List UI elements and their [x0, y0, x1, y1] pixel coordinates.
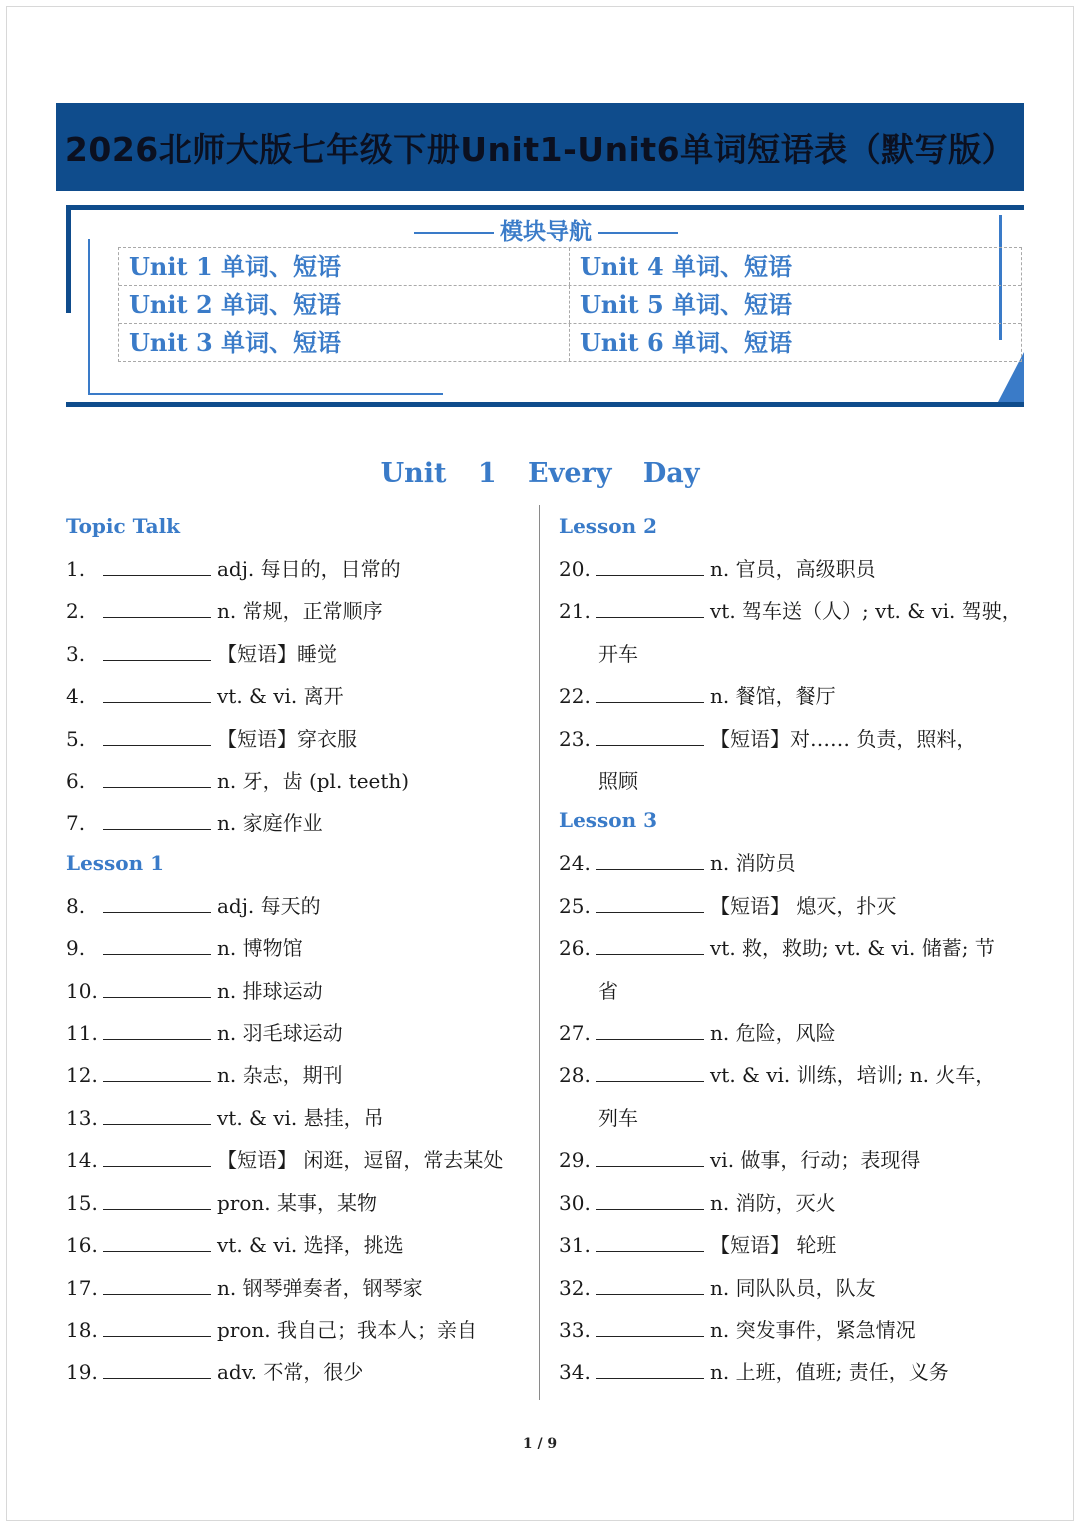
entry-number: 13.	[66, 1105, 98, 1130]
vocab-entry	[559, 675, 1029, 717]
vocab-entry	[66, 590, 536, 632]
nav-link-unit2[interactable]: Unit 2 单词、短语	[119, 286, 570, 323]
nav-left-line	[88, 239, 90, 395]
vocab-entry	[559, 1267, 1029, 1309]
section-heading-topic-talk: Topic Talk	[66, 514, 181, 538]
entry-definition: 【短语】对…… 负责，照料，	[710, 726, 977, 751]
answer-blank[interactable]	[103, 597, 211, 618]
vocab-entry	[66, 970, 536, 1012]
entry-definition: 【短语】穿衣服	[217, 726, 357, 751]
answer-blank[interactable]	[103, 1061, 211, 1082]
nav-top-border	[66, 205, 1024, 210]
entry-number: 29.	[559, 1148, 591, 1173]
nav-heading	[386, 213, 706, 246]
entry-number: 9.	[66, 936, 86, 961]
vocab-entry	[66, 675, 536, 717]
answer-blank[interactable]	[596, 892, 704, 913]
page-number: 1 / 9	[522, 1436, 558, 1452]
entry-number: 19.	[66, 1360, 98, 1385]
title-banner	[56, 103, 1024, 191]
section-heading-lesson3: Lesson 3	[559, 808, 658, 833]
vocab-entry	[66, 760, 536, 802]
entry-definition: n. 突发事件，紧急情况	[710, 1317, 916, 1342]
vocab-entry	[66, 1351, 536, 1393]
entry-definition: n. 家庭作业	[217, 811, 323, 836]
answer-blank[interactable]	[596, 1316, 704, 1337]
entry-definition: pron. 我自己；我本人；亲自	[217, 1317, 477, 1342]
entry-number: 23.	[559, 726, 591, 751]
module-navigation	[66, 205, 1024, 407]
entry-definition: n. 钢琴弹奏者，钢琴家	[217, 1275, 423, 1300]
entry-number: 27.	[559, 1021, 591, 1046]
nav-heading-line-right	[598, 232, 678, 234]
entry-number: 1.	[66, 557, 86, 581]
vocab-entry	[66, 1012, 536, 1054]
entry-number: 18.	[66, 1317, 98, 1342]
answer-blank[interactable]	[103, 809, 211, 830]
entry-number: 31.	[559, 1233, 591, 1258]
entry-definition: 【短语】 闲逛，逗留，常去某处	[217, 1148, 504, 1173]
nav-row	[119, 248, 1021, 286]
entry-continuation: 列车	[598, 1105, 638, 1130]
nav-heading-text: 模块导航	[500, 219, 592, 245]
answer-blank[interactable]	[596, 1146, 704, 1167]
entry-number: 33.	[559, 1317, 591, 1342]
entry-definition: n. 常规，正常顺序	[217, 599, 383, 624]
nav-link-unit6[interactable]: Unit 6 单词、短语	[580, 328, 792, 357]
answer-blank[interactable]	[103, 977, 211, 998]
entry-number: 3.	[66, 641, 86, 666]
vocab-entry	[66, 1139, 536, 1181]
vocab-entry	[66, 1224, 536, 1266]
nav-row	[119, 324, 1021, 361]
answer-blank[interactable]	[103, 767, 211, 788]
entry-definition: 【短语】睡觉	[217, 641, 337, 666]
vocab-entry	[559, 1309, 1029, 1351]
answer-blank[interactable]	[103, 555, 211, 576]
entry-definition: n. 牙，齿 (pl. teeth)	[217, 769, 410, 794]
entry-number: 21.	[559, 599, 591, 624]
entry-definition: n. 杂志，期刊	[217, 1063, 343, 1088]
vocab-entry	[66, 548, 536, 590]
entry-number: 14.	[66, 1148, 98, 1173]
vocab-entry	[559, 1139, 1029, 1181]
entry-definition: n. 排球运动	[217, 978, 323, 1003]
vocab-entry	[66, 927, 536, 969]
vocab-entry	[559, 1224, 1029, 1266]
section-heading-lesson1: Lesson 1	[66, 850, 165, 875]
entry-number: 34.	[559, 1360, 591, 1385]
answer-blank[interactable]	[103, 1019, 211, 1040]
vocab-entry	[559, 1182, 1029, 1224]
vocab-entry	[66, 718, 536, 760]
entry-definition: vt. 救，救助; vt. & vi. 储蓄; 节	[710, 936, 995, 961]
answer-blank[interactable]	[596, 597, 704, 618]
answer-blank[interactable]	[596, 555, 704, 576]
answer-blank[interactable]	[103, 682, 211, 703]
entry-definition: n. 餐馆，餐厅	[710, 684, 836, 709]
entry-number: 2.	[66, 599, 86, 624]
entry-definition: vt. & vi. 悬挂，吊	[217, 1105, 384, 1130]
entry-number: 25.	[559, 893, 591, 918]
page-title: 2026北师大版七年级下册Unit1-Unit6单词短语表（默写版）	[56, 124, 1024, 171]
entry-definition: n. 上班，值班; 责任，义务	[710, 1360, 949, 1385]
entry-number: 15.	[66, 1190, 98, 1215]
answer-blank[interactable]	[103, 1316, 211, 1337]
entry-continuation: 照顾	[598, 769, 638, 794]
entry-definition: n. 博物馆	[217, 936, 303, 961]
entry-definition: 【短语】 轮班	[710, 1233, 837, 1258]
vocab-entry	[66, 802, 536, 844]
column-divider	[539, 505, 540, 1400]
answer-blank[interactable]	[103, 1274, 211, 1295]
answer-blank[interactable]	[103, 892, 211, 913]
entry-definition: n. 官员，高级职员	[710, 557, 876, 581]
entry-number: 28.	[559, 1063, 591, 1088]
entry-continuation: 省	[598, 978, 618, 1003]
answer-blank[interactable]	[103, 640, 211, 661]
entry-definition: vt. & vi. 选择，挑选	[217, 1233, 404, 1258]
answer-blank[interactable]	[596, 849, 704, 870]
entry-number: 32.	[559, 1275, 591, 1300]
lesson1-list	[66, 885, 536, 1394]
entry-definition: n. 羽毛球运动	[217, 1021, 343, 1046]
entry-definition: adj. 每日的，日常的	[217, 557, 401, 581]
nav-grid	[118, 247, 1022, 362]
answer-blank[interactable]	[596, 1358, 704, 1379]
entry-definition: vt. & vi. 训练，培训; n. 火车，	[710, 1063, 996, 1088]
answer-blank[interactable]	[596, 1231, 704, 1252]
entry-number: 10.	[66, 978, 98, 1003]
right-column	[559, 508, 1029, 1394]
entry-definition: adj. 每天的	[217, 893, 321, 918]
vocab-entry	[559, 1054, 1029, 1096]
entry-definition: vt. 驾车送（人）; vt. & vi. 驾驶，	[710, 599, 1022, 624]
topic-talk-list	[66, 548, 536, 845]
answer-blank[interactable]	[596, 725, 704, 746]
vocab-entry	[66, 1182, 536, 1224]
entry-number: 5.	[66, 726, 86, 751]
entry-number: 20.	[559, 557, 591, 581]
nav-bottom-border	[66, 402, 1024, 407]
entry-number: 6.	[66, 769, 86, 794]
vocab-entry	[66, 1309, 536, 1351]
nav-bottom-line	[88, 393, 443, 395]
vocab-entry	[66, 1267, 536, 1309]
answer-blank[interactable]	[596, 1274, 704, 1295]
vocab-entry	[559, 842, 1029, 884]
entry-continuation: 开车	[598, 641, 638, 666]
nav-left-border	[66, 205, 71, 313]
entry-definition: n. 消防，灭火	[710, 1190, 836, 1215]
section-heading-lesson2: Lesson 2	[559, 514, 658, 538]
answer-blank[interactable]	[596, 1019, 704, 1040]
entry-number: 8.	[66, 893, 86, 918]
entry-number: 11.	[66, 1021, 98, 1046]
entry-number: 30.	[559, 1190, 591, 1215]
entry-number: 12.	[66, 1063, 98, 1088]
entry-number: 22.	[559, 684, 591, 709]
vocab-entry	[66, 885, 536, 927]
answer-blank[interactable]	[103, 1358, 211, 1379]
entry-number: 4.	[66, 684, 86, 709]
answer-blank[interactable]	[103, 1104, 211, 1125]
answer-blank[interactable]	[103, 1146, 211, 1167]
answer-blank[interactable]	[596, 1189, 704, 1210]
nav-link-unit4[interactable]: Unit 4 单词、短语	[580, 252, 792, 281]
answer-blank[interactable]	[103, 1189, 211, 1210]
entry-definition: n. 消防员	[710, 851, 796, 876]
unit-title: Unit 1 Every Day	[380, 458, 700, 489]
left-column	[66, 508, 536, 1394]
entry-definition: adv. 不常，很少	[217, 1360, 364, 1385]
vocab-entry	[66, 1054, 536, 1096]
nav-link-unit1[interactable]: Unit 1 单词、短语	[119, 248, 570, 285]
entry-definition: vt. & vi. 离开	[217, 684, 344, 709]
entry-definition: pron. 某事，某物	[217, 1190, 377, 1215]
entry-number: 7.	[66, 811, 86, 836]
nav-link-unit3[interactable]: Unit 3 单词、短语	[119, 324, 570, 361]
answer-blank[interactable]	[103, 934, 211, 955]
entry-definition: n. 同队队员，队友	[710, 1275, 876, 1300]
answer-blank[interactable]	[596, 1061, 704, 1082]
entry-number: 17.	[66, 1275, 98, 1300]
entry-number: 16.	[66, 1233, 98, 1258]
vocab-entry	[66, 633, 536, 675]
entry-definition: vi. 做事，行动；表现得	[710, 1148, 921, 1173]
vocab-entry	[559, 885, 1029, 927]
vocab-entry	[559, 1012, 1029, 1054]
vocab-entry	[559, 718, 1029, 760]
vocab-entry	[559, 1351, 1029, 1393]
nav-heading-line-left	[414, 232, 494, 234]
answer-blank[interactable]	[103, 1231, 211, 1252]
vocab-entry	[559, 927, 1029, 969]
entry-number: 26.	[559, 936, 591, 961]
entry-definition: 【短语】 熄灭，扑灭	[710, 893, 897, 918]
vocab-entry	[559, 548, 1029, 590]
answer-blank[interactable]	[596, 682, 704, 703]
answer-blank[interactable]	[103, 725, 211, 746]
vocab-entry	[66, 1097, 536, 1139]
vocab-entry	[559, 590, 1029, 632]
entry-definition: n. 危险，风险	[710, 1021, 836, 1046]
entry-number: 24.	[559, 851, 591, 876]
nav-row	[119, 286, 1021, 324]
answer-blank[interactable]	[596, 934, 704, 955]
nav-link-unit5[interactable]: Unit 5 单词、短语	[580, 290, 792, 319]
